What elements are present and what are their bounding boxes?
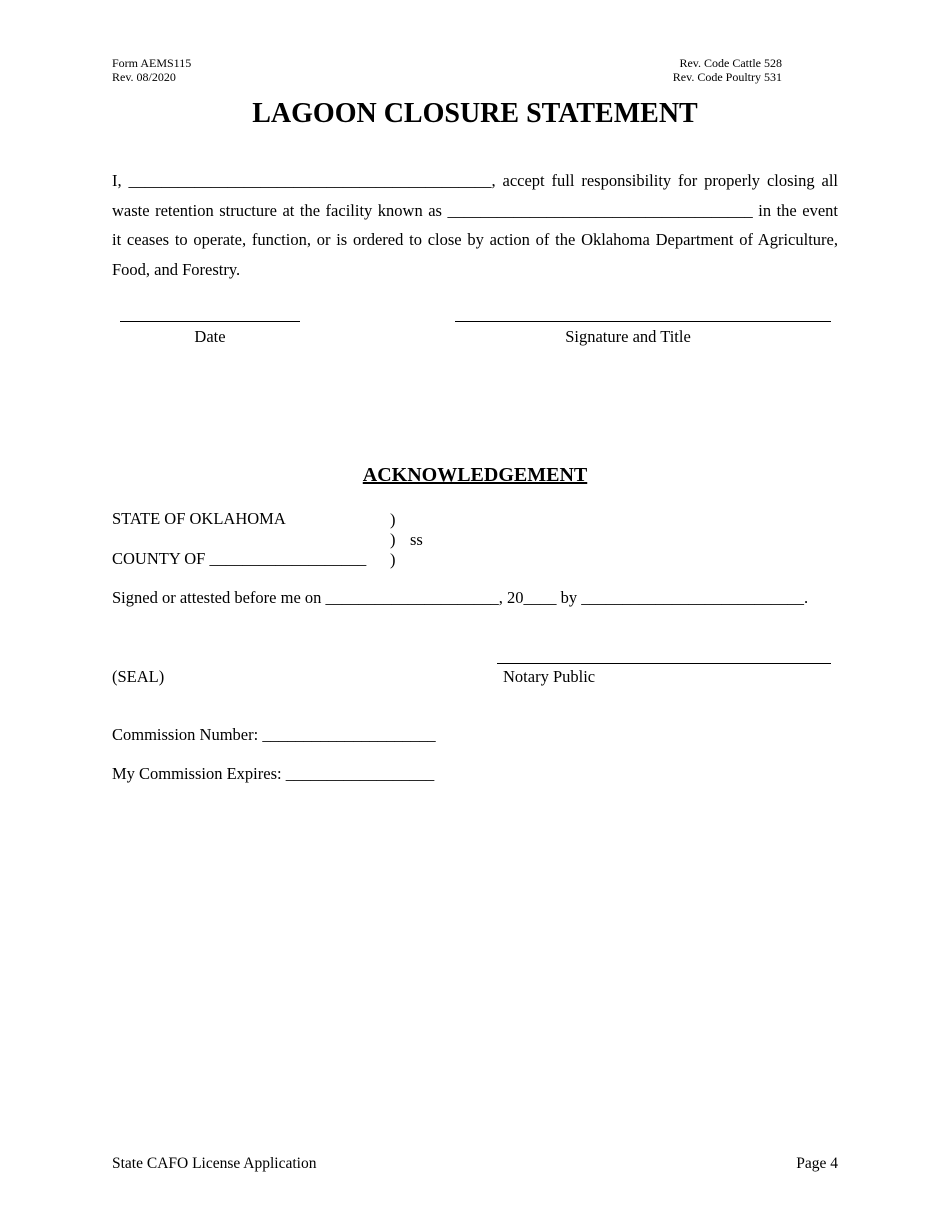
statement-paragraph [112,166,838,284]
statement-line: it ceases to operate, function, or is ordered to close by action of the Oklahoma Department of Agriculture, [112,230,838,249]
statement-line: waste retention structure at the facility known as _____________________________________ in the event [112,200,838,220]
form-number: Form AEMS115 [112,56,192,70]
statement-line: I, ____________________________________________, accept full responsibility for properly closing all [112,171,838,190]
county-label: COUNTY OF ___________________ [112,549,367,568]
rev-code-poultry: Rev. Code Poultry 531 [672,70,782,84]
page-number: Page 4 [796,1155,838,1172]
signed-attested-line: Signed or attested before me on _____________________, 20____ by ___________________________. [112,588,809,607]
date-label: Date [194,327,226,346]
page-title: LAGOON CLOSURE STATEMENT [252,98,698,129]
ss-label: ss [410,530,423,549]
seal-label: (SEAL) [112,667,165,686]
state-label: STATE OF OKLAHOMA [112,509,286,528]
date-line [120,321,300,322]
paren: ) [390,550,396,569]
commission-number: Commission Number: _____________________ [112,725,436,744]
statement-line: Food, and Forestry. [112,259,241,279]
notary-signature-line [497,663,831,664]
paren: ) [390,530,396,549]
signature-line [455,321,831,322]
paren: ) [390,510,396,529]
footer-left: State CAFO License Application [112,1155,317,1172]
form-revision: Rev. 08/2020 [112,70,176,84]
commission-expires: My Commission Expires: __________________ [112,764,435,783]
notary-public-label: Notary Public [503,667,596,686]
signature-label: Signature and Title [565,327,691,346]
rev-code-cattle: Rev. Code Cattle 528 [679,56,782,70]
acknowledgement-heading: ACKNOWLEDGEMENT [362,464,588,486]
